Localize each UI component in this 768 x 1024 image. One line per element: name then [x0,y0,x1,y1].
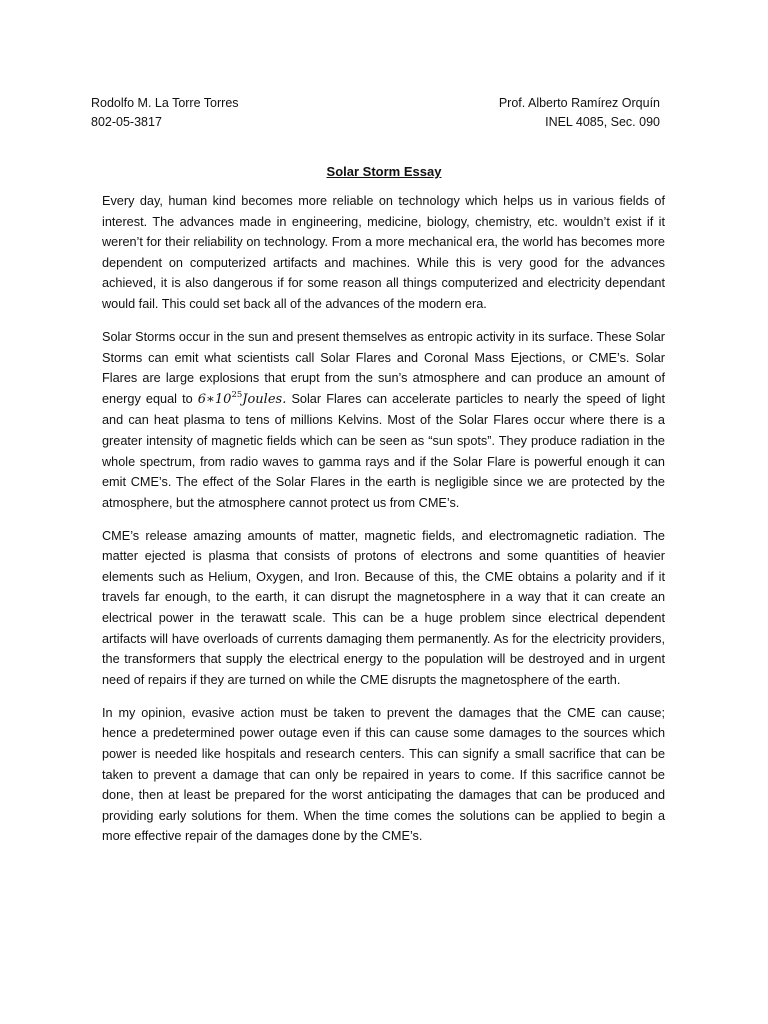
paragraph-2-part-1: Solar Storms occur in the sun and present themselves as entropic activity in its surface. These Solar Storms can emit what scientists call Solar Flares and Coronal Mass Ejections, or CME’s. Solar Flares are large explosions that erupt from the sun’s atmosphere and can produce an amount of energy equal to [102,329,665,406]
paragraph-2-part-2: Solar Flares can accelerate particles to nearly the speed of light and can heat plasma to tens of millions Kelvins. Most of the Solar Flares occur where there is a greater intensity of magnetic fields which can be seen as “sun spots”. They produce radiation in the whole spectrum, from radio waves to gamma rays and if the Solar Flare is powerful enough it can emit CME’s. The effect of the Solar Flares in the earth is negligible since we are protected by the atmosphere, but the atmosphere cannot protect us from CME’s. [102,391,665,510]
paragraph-4: In my opinion, evasive action must be taken to prevent the damages that the CME can cause; hence a predetermined power outage even if this can cause some damages to the sources which power is needed like hospitals and research centers. This can signify a small sacrifice that can be taken to prevent a damage that can only be repaired in years to come. If this sacrifice cannot be done, then at least be prepared for the worst anticipating the damages that can be produced and providing early solutions for them. When the time comes the solutions can be applied to begin a more effective repair of the damages done by the CME’s. [102,705,665,844]
formula-base: 6∗10 [197,391,232,407]
student-id: 802-05-3817 [91,115,162,129]
energy-formula [197,389,287,407]
formula-exponent: 25 [231,389,243,400]
essay-body [102,191,665,859]
paragraph-3: CME’s release amazing amounts of matter, magnetic fields, and electromagnetic radiation. The matter ejected is plasma that consists of protons of electrons and some quantities of heavier elements such as Helium, Oxygen, and Iron. Because of this, the CME obtains a polarity and if it travels far enough, to the earth, it can disrupt the magnetosphere in a way that it can create an electrical power in the terawatt scale. This can be a huge problem since electrical dependent artifacts will have overloads of currents damaging them permanently. As for the electricity providers, the transformers that supply the electrical energy to the population will be destroyed and in urgent need of repairs if they are turned on while the CME disrupts the magnetosphere of the earth. [102,528,665,687]
author-block [91,94,239,132]
formula-unit: Joules. [242,391,287,407]
course-block [499,94,660,132]
professor-name: Prof. Alberto Ramírez Orquín [498,96,660,110]
author-name: Rodolfo M. La Torre Torres [91,96,239,110]
essay-title: Solar Storm Essay [326,164,442,179]
document-header [91,94,660,134]
course-section: INEL 4085, Sec. 090 [545,115,660,129]
paragraph-2 [102,327,665,513]
paragraph-1: Every day, human kind becomes more reliable on technology which helps us in various fields of interest. The advances made in engineering, medicine, biology, chemistry, etc. wouldn’t exist if it weren’t for their reliability on technology. From a more mechanical era, the world has becomes more dependent on computerized artifacts and machines. While this is very good for the advances achieved, it is also dangerous if for some reason all things computerized and electricity dependant would fail. This could set back all of the advances of the modern era. [102,194,665,311]
